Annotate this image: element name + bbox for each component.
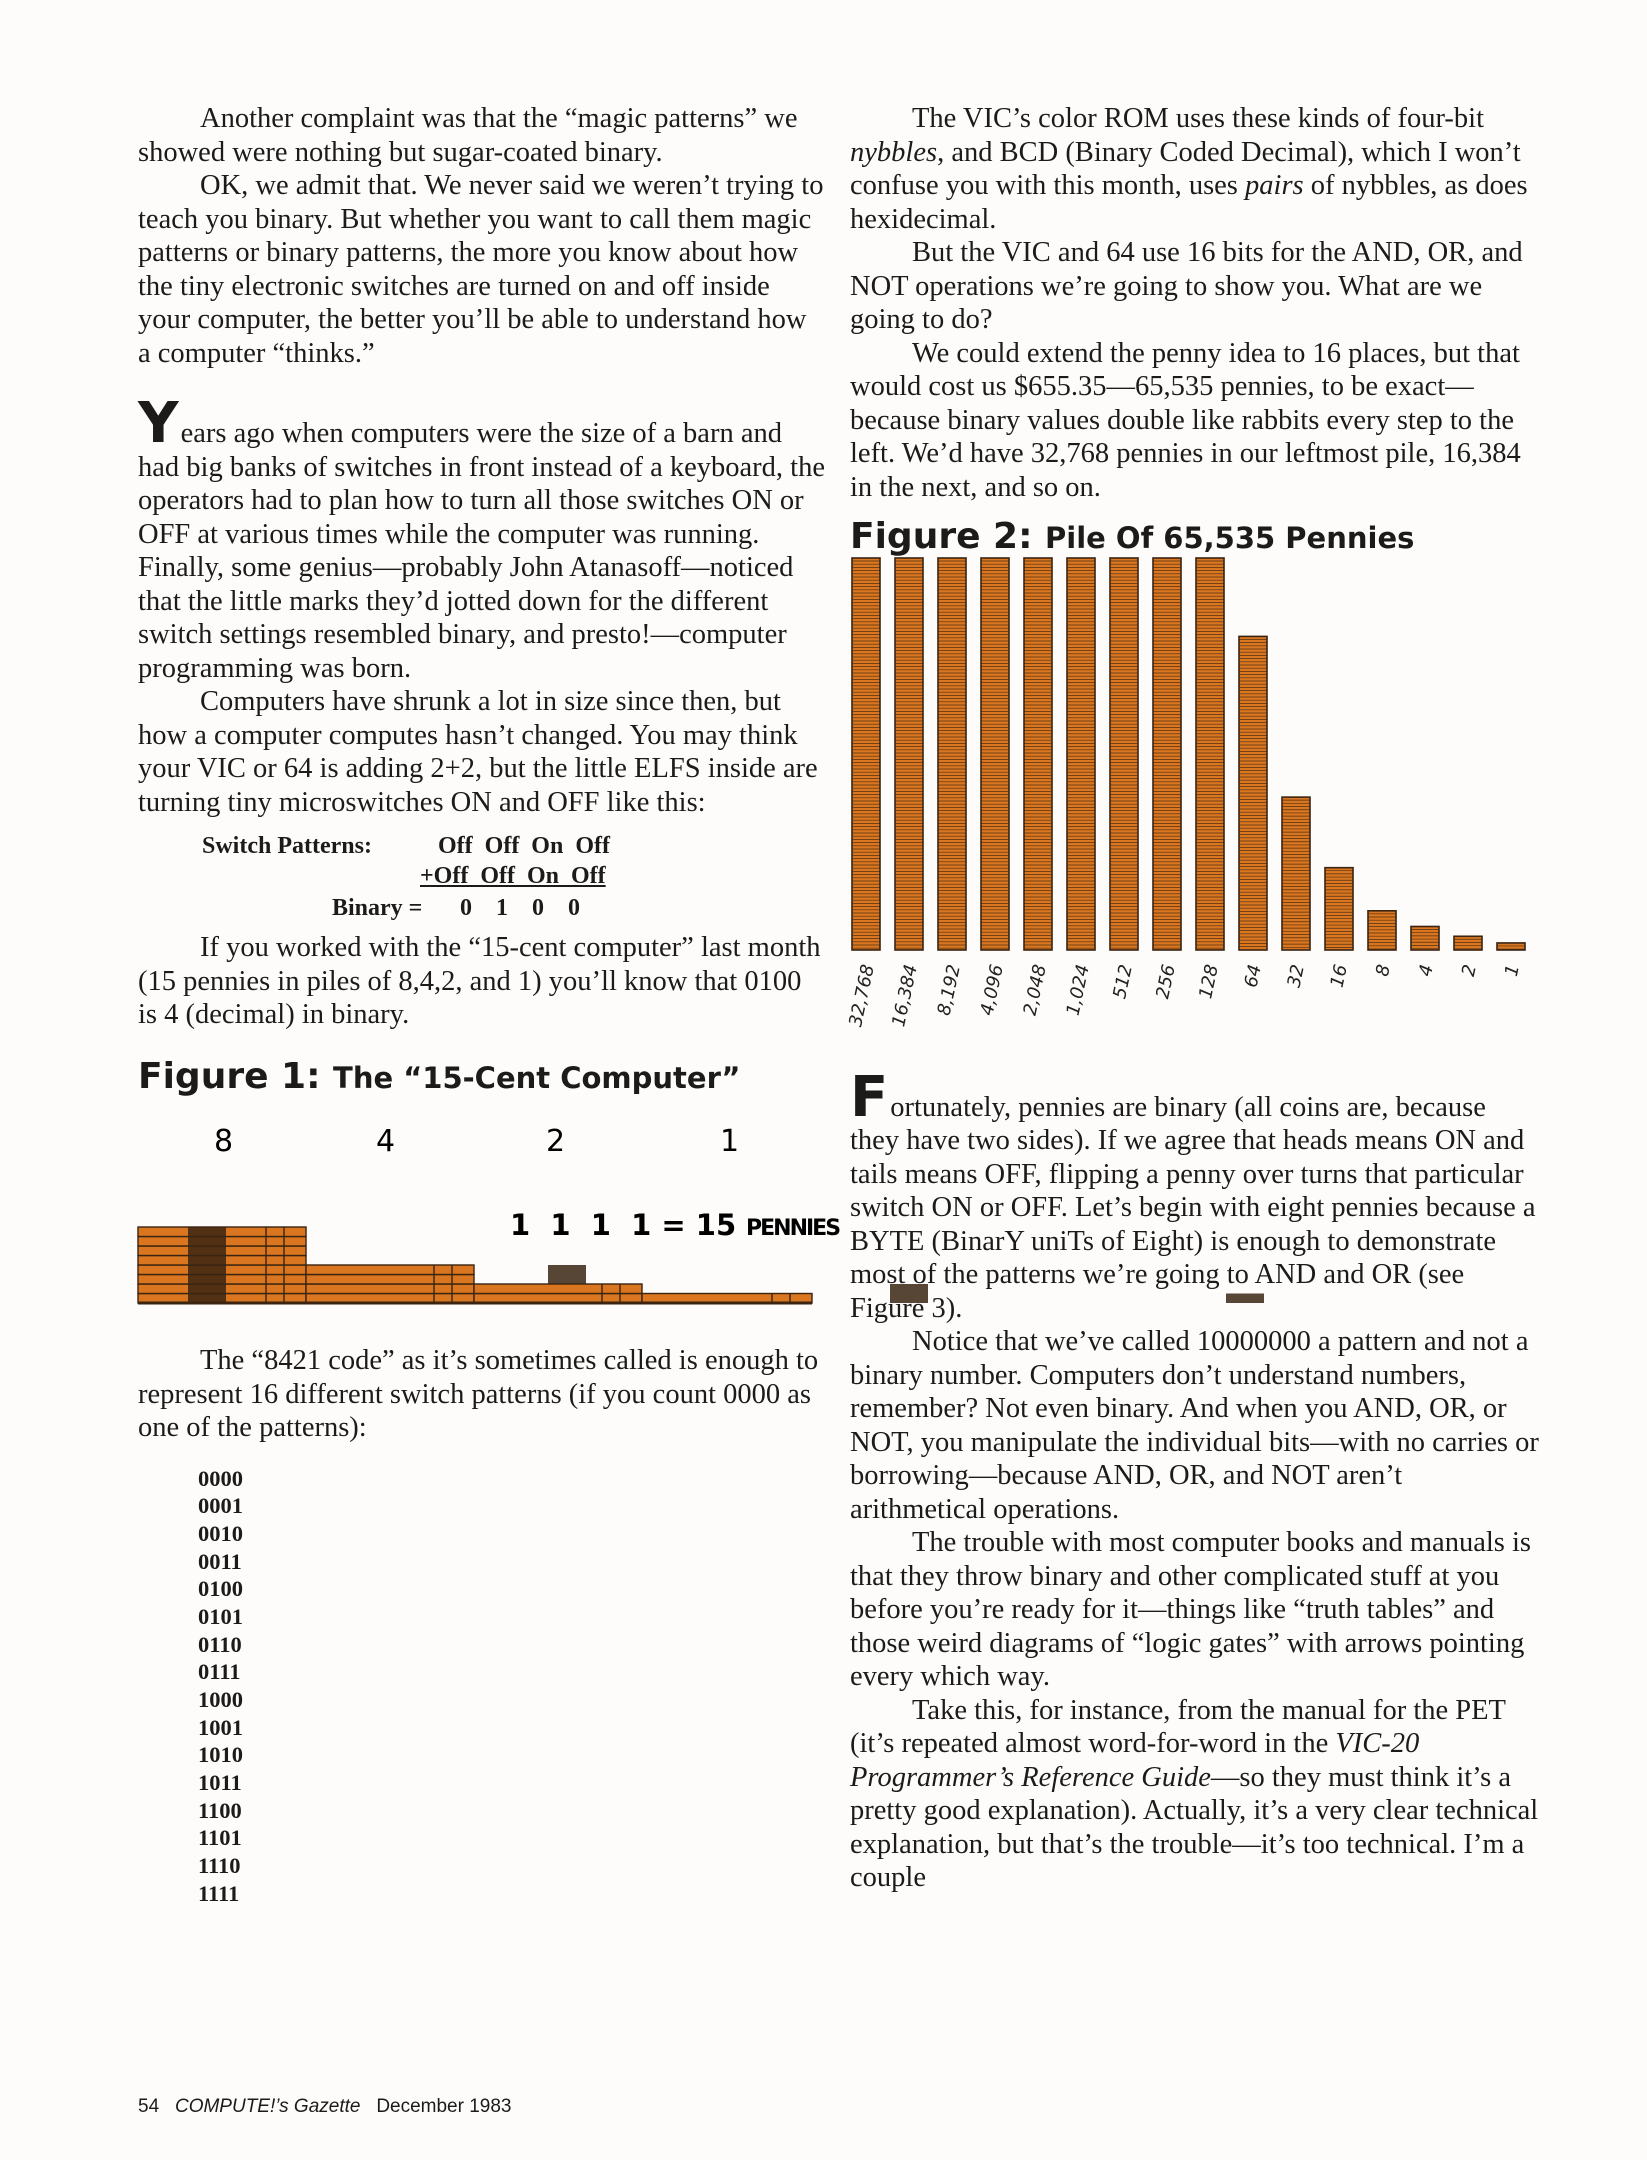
figure1-chart xyxy=(134,1101,840,1316)
place-label: 4 xyxy=(376,1124,396,1159)
page-number: 54 xyxy=(138,2096,160,2117)
bar-label: 1,024 xyxy=(1062,962,1094,1017)
paragraph-dropcap: Fortunately, pennies are binary (all coins are, because they have two sides). If we agree that heads means ON and tails means OFF, flipping a penny over turns that particular switch ON or OFF. Let’s begin with eight pennies because a BYTE (BinarY uniTs of Eight) is enough to demonstrate most of the patterns we’re going to AND and OR (see Figure 3). xyxy=(850,1064,1536,1324)
bar xyxy=(1110,558,1138,950)
magazine-name: COMPUTE!’s Gazette xyxy=(174,2096,361,2117)
bar xyxy=(1024,558,1052,950)
paragraph: Notice that we’ve called 10000000 a pattern and not a binary number. Computers don’t understand numbers, remember? Not even binary. And when you AND, OR, or NOT, you manipulate the individual bits—with no carries or borrowing—because AND, OR, and NOT aren’t arithmetical operations. xyxy=(850,1326,1539,1525)
pattern-item: 1101 xyxy=(198,1825,242,1851)
pattern-item: 1010 xyxy=(198,1742,243,1768)
bar xyxy=(1368,910,1396,949)
bar xyxy=(895,558,923,950)
bar xyxy=(1196,558,1224,950)
bar xyxy=(981,558,1009,950)
paragraph: The VIC’s color ROM uses these kinds of four-bit nybbles, and BCD (Binary Coded Decimal), which I won’t confuse you with this month, uses pairs of nybbles, as does hexidecimal. xyxy=(850,103,1528,235)
place-label: 2 xyxy=(546,1124,566,1159)
pattern-item: 0001 xyxy=(198,1493,243,1519)
bar xyxy=(1067,558,1095,950)
paragraph: Take this, for instance, from the manual for the PET (it’s repeated almost word-for-word in the VIC-20 Programmer’s Reference Guide—so they must think it’s a pretty good explanation). Actually, it’s a very clear technical explanation, but that’s the trouble—it’s too technical. I’m a couple xyxy=(850,1694,1539,1893)
bar-labels xyxy=(845,962,1524,1028)
bar xyxy=(1497,942,1525,949)
bar xyxy=(1282,797,1310,950)
stack-shadow xyxy=(188,1227,226,1303)
figure1-title: Figure 1: The “15-Cent Computer” xyxy=(138,1055,741,1097)
bar-label: 256 xyxy=(1152,962,1180,1001)
penny-layer xyxy=(306,1265,474,1275)
bar xyxy=(1325,867,1353,949)
bar-label: 2 xyxy=(1457,962,1481,978)
pattern-item: 0100 xyxy=(198,1576,243,1602)
penny-bars xyxy=(852,558,1525,950)
bar xyxy=(938,558,966,950)
paragraph: Computers have shrunk a lot in size since then, but how a computer computes hasn’t changed. You may think your VIC or 64 is adding 2+2, but the little ELFS inside are turning tiny microswitches ON and OFF like this: xyxy=(138,686,818,818)
bar xyxy=(1454,936,1482,950)
bar-label: 32 xyxy=(1283,962,1309,989)
pattern-item: 1000 xyxy=(198,1687,243,1712)
bar-label: 8 xyxy=(1371,962,1395,978)
left-column xyxy=(138,102,840,1908)
bar-label: 32,768 xyxy=(845,962,879,1029)
bar-label: 1 xyxy=(1500,962,1524,978)
place-label: 1 xyxy=(720,1124,740,1159)
pattern-item: 0000 xyxy=(198,1465,243,1491)
pattern-item: 0011 xyxy=(198,1548,242,1574)
bar-label: 64 xyxy=(1240,962,1266,989)
switch-row-2: +Off Off On Off xyxy=(420,863,606,889)
drop-cap: Y xyxy=(138,391,179,456)
bar xyxy=(1239,636,1267,950)
paragraph: But the VIC and 64 use 16 bits for the AND, OR, and NOT operations we’re going to show you. What are we going to do? xyxy=(850,237,1523,335)
pattern-item: 1100 xyxy=(198,1797,242,1823)
pattern-item: 1111 xyxy=(198,1880,240,1906)
paragraph: The “8421 code” as it’s sometimes called is enough to represent 16 different switch patterns (if you count 0000 as one of the patterns): xyxy=(138,1345,819,1443)
bar-label: 2,048 xyxy=(1019,962,1051,1017)
equation: 1 1 1 1 = 15 xyxy=(510,1208,737,1242)
figure2-title: Figure 2: Pile Of 65,535 Pennies xyxy=(850,516,1415,557)
bar-label: 4 xyxy=(1414,962,1438,978)
equation-unit: PENNIES xyxy=(746,1216,840,1241)
pattern-item: 1110 xyxy=(198,1853,241,1879)
pattern-item: 0111 xyxy=(198,1659,241,1685)
right-column xyxy=(845,102,1540,1895)
pattern-item: 0110 xyxy=(198,1631,242,1657)
pattern-item: 0101 xyxy=(198,1603,243,1629)
paragraph: We could extend the penny idea to 16 places, but that would cost us $655.35—65,535 pennies, to be exact—because binary values double like rabbits every step to the left. We’d have 32,768 pennies in our leftmost pile, 16,384 in the next, and so on. xyxy=(850,337,1521,503)
pattern-item: 0010 xyxy=(198,1520,243,1546)
pattern-item: 1011 xyxy=(198,1770,242,1796)
paragraph: OK, we admit that. We never said we weren’t trying to teach you binary. But whether you want to call them magic patterns or binary patterns, the more you know about how the tiny electronic switches are turned on and off inside your computer, the better you’ll be able to understand how a computer “thinks.” xyxy=(138,170,824,369)
switch-label: Switch Patterns: xyxy=(202,833,372,859)
bar-label: 512 xyxy=(1109,962,1137,1001)
issue-date: December 1983 xyxy=(376,2096,512,2117)
bar-label: 16 xyxy=(1326,962,1352,989)
binary-label: Binary = xyxy=(332,895,423,921)
penny-layer xyxy=(306,1275,474,1285)
bar xyxy=(1153,558,1181,950)
switch-patterns-example xyxy=(138,823,826,921)
figure2-chart xyxy=(845,558,1540,1078)
drop-cap: F xyxy=(850,1064,889,1130)
bar-label: 128 xyxy=(1195,962,1223,1001)
bar-label: 16,384 xyxy=(888,962,922,1029)
penny-layer xyxy=(306,1284,474,1294)
bar-label: 4,096 xyxy=(976,962,1008,1017)
penny-layer xyxy=(474,1284,642,1294)
penny-stack xyxy=(138,1227,306,1303)
paragraph: If you worked with the “15-cent computer” last month (15 pennies in piles of 8,4,2, and 1) you’ll know that 0100 is 4 (decimal) in binary. xyxy=(138,932,821,1030)
switch-row-1: Off Off On Off xyxy=(438,833,610,859)
pattern-item: 1001 xyxy=(198,1714,243,1740)
paragraph: Another complaint was that the “magic patterns” we showed were nothing but sugar-coated binary. xyxy=(138,103,798,168)
pattern-list xyxy=(198,1465,826,1908)
binary-values: 0 1 0 0 xyxy=(460,895,580,921)
paragraph-dropcap: Years ago when computers were the size of a barn and had big banks of switches in front instead of a keyboard, the operators had to plan how to turn all those switches ON or OFF at various times while the computer was running. Finally, some genius—probably John Atanasoff—noticed that the little marks they’d jotted down for the different switch settings resembled binary, and presto!—computer programming was born. xyxy=(138,391,825,684)
place-label: 8 xyxy=(214,1124,234,1159)
bar-label: 8,192 xyxy=(933,962,965,1017)
bar xyxy=(1411,926,1439,950)
bar xyxy=(852,558,880,950)
paragraph: The trouble with most computer books and manuals is that they throw binary and other complicated stuff at you before you’re ready for it—things like “truth tables” and those weird diagrams of “logic gates” with arrows pointing every which way. xyxy=(850,1527,1531,1692)
page-footer xyxy=(138,2096,512,2118)
